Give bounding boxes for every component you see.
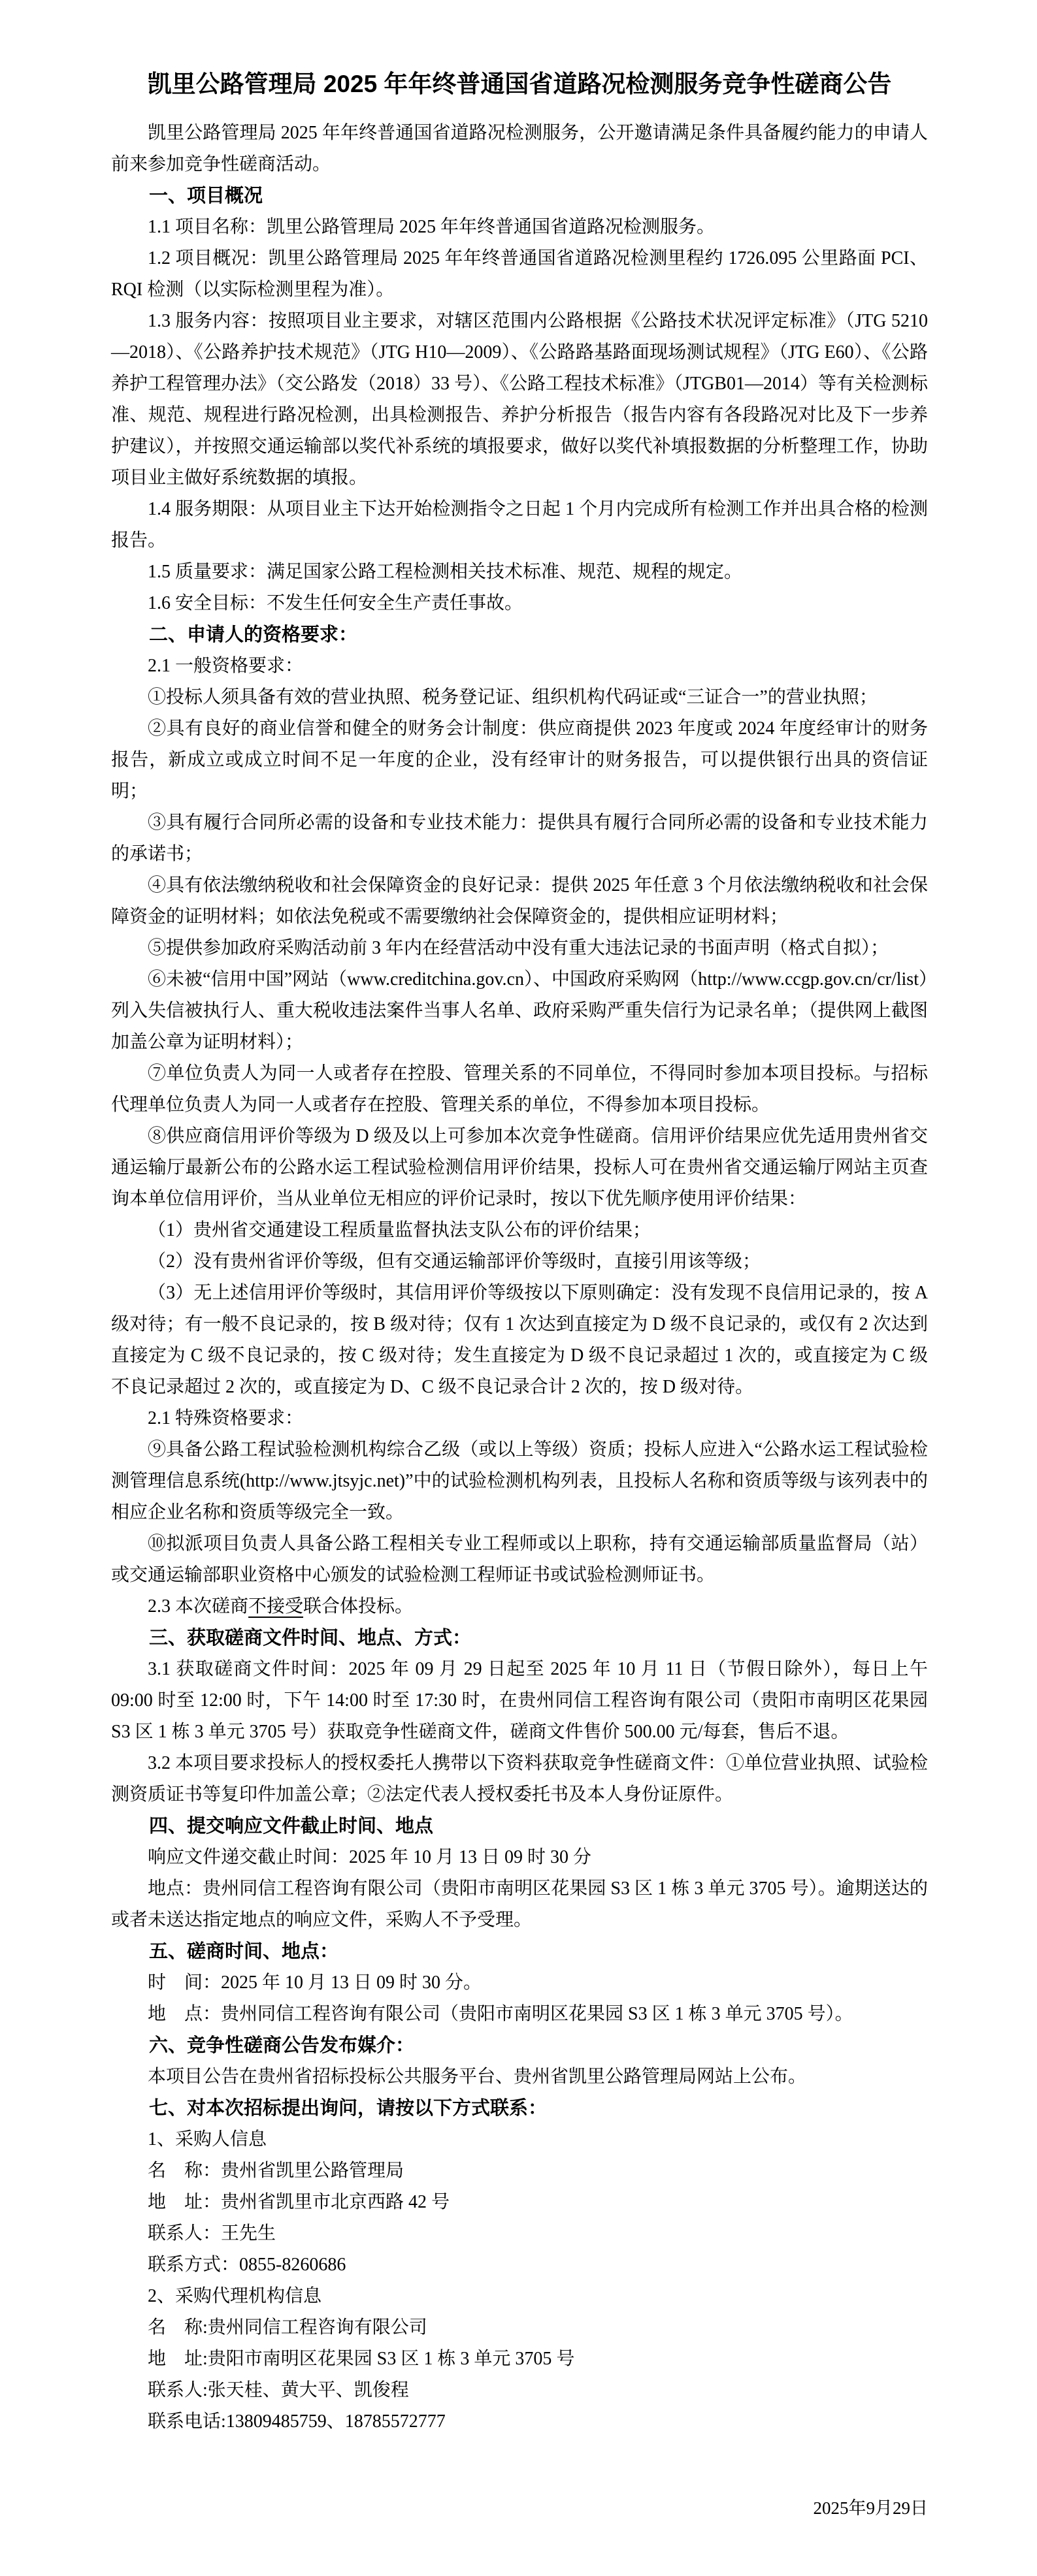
paragraph: 时 间：2025 年 10 月 13 日 09 时 30 分。 [148,1972,482,1993]
paragraph: 1.2 项目概况：凯里公路管理局 2025 年年终普通国省道路况检测里程约 1726.095 公里路面 PCI、RQI 检测（以实际检测里程为准）。 [111,248,928,300]
paragraph: ⑦单位负责人为同一人或者存在控股、管理关系的不同单位，不得同时参加本项目投标。与招标代理单位负责人为同一人或者存在控股、管理关系的单位，不得参加本项目投标。 [111,1063,928,1115]
paragraph: ③具有履行合同所必需的设备和专业技术能力：提供具有履行合同所必需的设备和专业技术能力的承诺书； [111,813,928,864]
paragraph: 联系人：王先生 [148,2223,276,2244]
paragraph: 地点：贵州同信工程咨询有限公司（贵阳市南明区花果园 S3 区 1 栋 3 单元 3705 号）。逾期送达的或者未送达指定地点的响应文件，采购人不予受理。 [111,1878,928,1930]
announcement-date: 2025年9月29日 [813,2498,928,2518]
paragraph: 2.1 一般资格要求： [148,656,304,676]
paragraph: 联系人:张天桂、黄大平、凯俊程 [148,2380,409,2400]
paragraph: ④具有依法缴纳税收和社会保障资金的良好记录：提供 2025 年任意 3 个月依法缴纳税收和社会保障资金的证明材料；如依法免税或不需要缴纳社会保障资金的，提供相应证明材料； [111,875,928,927]
paragraph: ②具有良好的商业信誉和健全的财务会计制度：供应商提供 2023 年度或 2024 年度经审计的财务报告，新成立或成立时间不足一年度的企业，没有经审计的财务报告，可以提供银行出具的资信证明； [111,718,928,801]
paragraph: 2、采购代理机构信息 [148,2286,322,2306]
paragraph: 1.4 服务期限：从项目业主下达开始检测指令之日起 1 个月内完成所有检测工作并出具合格的检测报告。 [111,499,928,551]
no-consortium-post: 联合体投标。 [303,1596,414,1617]
paragraph: ⑥未被“信用中国”网站（www.creditchina.gov.cn）、中国政府采购网（http://www.ccgp.gov.cn/cr/list）列入失信被执行人、重大税收违法案件当事人名单、政府采购严重失信行为记录名单；（提供网上截图加盖公章为证明材料）； [111,969,928,1052]
paragraph: ⑨具备公路工程试验检测机构综合乙级（或以上等级）资质；投标人应进入“公路水运工程试验检测管理信息系统(http://www.jtsyjc.net)”中的试验检测机构列表，且投标人名称和资质等级与该列表中的相应企业名称和资质等级完全一致。 [111,1440,928,1522]
paragraph: ⑩拟派项目负责人具备公路工程相关专业工程师或以上职称，持有交通运输部质量监督局（站）或交通运输部职业资格中心颁发的试验检测工程师证书或试验检测师证书。 [111,1534,928,1585]
section1-heading: 一、项目概况 [149,185,263,206]
paragraph: 名 称：贵州省凯里公路管理局 [148,2161,404,2181]
paragraph: （1）贵州省交通建设工程质量监督执法支队公布的评价结果； [148,1220,651,1240]
paragraph: （2）没有贵州省评价等级，但有交通运输部评价等级时，直接引用该等级； [148,1251,761,1272]
paragraph: 1.5 质量要求：满足国家公路工程检测相关技术标准、规范、规程的规定。 [148,562,743,582]
paragraph: 本项目公告在贵州省招标投标公共服务平台、贵州省凯里公路管理局网站上公布。 [148,2067,807,2087]
section6-heading: 六、竞争性磋商公告发布媒介： [149,2035,415,2056]
no-consortium-pre: 2.3 本次磋商 [148,1596,249,1617]
section4-heading: 四、提交响应文件截止时间、地点 [149,1816,434,1837]
paragraph: 地 址：贵州省凯里市北京西路 42 号 [148,2192,450,2212]
paragraph: 联系电话:13809485759、18785572777 [148,2411,446,2432]
section7-heading: 七、对本次招标提出询问，请按以下方式联系： [149,2098,548,2119]
paragraph: 1.6 安全目标：不发生任何安全生产责任事故。 [148,593,523,613]
document-title: 凯里公路管理局 2025 年年终普通国省道路况检测服务竞争性磋商公告 [147,71,892,97]
paragraph-no-consortium [111,1591,928,1622]
no-consortium-underlined: 不接受 [248,1596,304,1617]
paragraph: 地 点：贵州同信工程咨询有限公司（贵阳市南明区花果园 S3 区 1 栋 3 单元 3705 号）。 [148,2004,853,2024]
paragraph: ⑧供应商信用评价等级为 D 级及以上可参加本次竞争性磋商。信用评价结果应优先适用贵州省交通运输厅最新公布的公路水运工程试验检测信用评价结果，投标人可在贵州省交通运输厅网站主页查询本单位信用评价，当从业单位无相应的评价记录时，按以下优先顺序使用评价结果： [111,1126,928,1209]
paragraph: 响应文件递交截止时间：2025 年 10 月 13 日 09 时 30 分 [148,1847,592,1867]
paragraph: （3）无上述信用评价等级时，其信用评价等级按以下原则确定：没有发现不良信用记录的，按 A 级对待；有一般不良记录的，按 B 级对待；仅有 1 次达到直接定为 D 级不良记录的，或仅有 2 次达到直接定为 C 级不良记录的，按 C 级对待；发生直接定为 D 级不良记录超过 1 次的，或直接定为 C 级不良记录超过 2 次的，或直接定为 D、C 级不良记录合计 2 次的，按 D 级对待。 [111,1283,928,1397]
paragraph: 1.3 服务内容：按照项目业主要求，对辖区范围内公路根据《公路技术状况评定标准》（JTG 5210—2018）、《公路养护技术规范》（JTG H10—2009）、《公路路基路面现场测试规程》（JTG E60）、《公路养护工程管理办法》（交公路发（2018）33 号）、《公路工程技术标准》（JTGB01—2014）等有关检测标准、规范、规程进行路况检测，出具检测报告、养护分析报告（报告内容有各段路况对比及下一步养护建议），并按照交通运输部以奖代补系统的填报要求，做好以奖代补填报数据的分析整理工作，协助项目业主做好系统数据的填报。 [111,311,928,488]
paragraph: 2.1 特殊资格要求： [148,1408,304,1428]
section3-heading: 三、获取磋商文件时间、地点、方式： [149,1628,472,1649]
section2-heading: 二、申请人的资格要求： [149,624,358,645]
intro-paragraph: 凯里公路管理局 2025 年年终普通国省道路况检测服务，公开邀请满足条件具备履约能力的申请人前来参加竞争性磋商活动。 [111,123,928,174]
paragraph: ①投标人须具备有效的营业执照、税务登记证、组织机构代码证或“三证合一”的营业执照； [148,687,878,707]
paragraph: 3.2 本项目要求投标人的授权委托人携带以下资料获取竞争性磋商文件：①单位营业执照、试验检测资质证书等复印件加盖公章；②法定代表人授权委托书及本人身份证原件。 [111,1753,928,1805]
paragraph: 联系方式：0855-8260686 [148,2255,346,2275]
paragraph: ⑤提供参加政府采购活动前 3 年内在经营活动中没有重大违法记录的书面声明（格式自拟）； [148,938,889,958]
paragraph: 3.1 获取磋商文件时间：2025 年 09 月 29 日起至 2025 年 10 月 11 日（节假日除外），每日上午 09:00 时至 12:00 时，下午 14:00 时至 17:30 时，在贵州同信工程咨询有限公司（贵阳市南明区花果园 S3 区 1 栋 3 单元 3705 号）获取竞争性磋商文件，磋商文件售价 500.00 元/每套，售后不退。 [111,1659,928,1742]
paragraph: 名 称:贵州同信工程咨询有限公司 [148,2317,427,2338]
paragraph: 地 址:贵阳市南明区花果园 S3 区 1 栋 3 单元 3705 号 [148,2349,575,2369]
paragraph: 1.1 项目名称：凯里公路管理局 2025 年年终普通国省道路况检测服务。 [148,217,716,237]
section5-heading: 五、磋商时间、地点： [149,1941,339,1962]
paragraph: 1、采购人信息 [148,2129,267,2149]
